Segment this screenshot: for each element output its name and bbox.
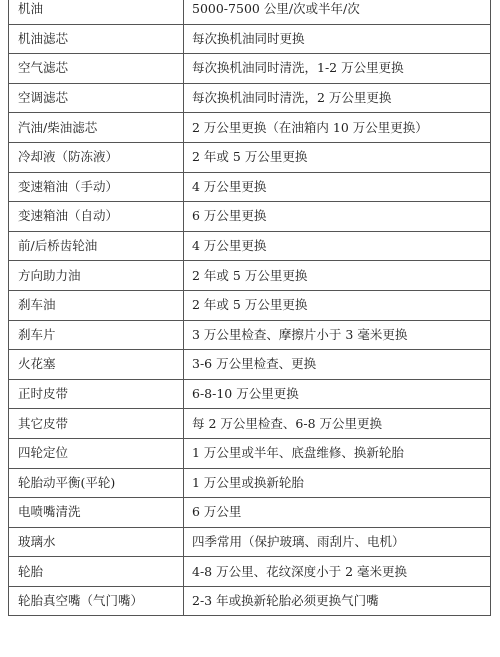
maintenance-item-cell: 正时皮带 bbox=[9, 379, 184, 409]
table-row bbox=[9, 24, 491, 54]
maintenance-item-cell: 空气滤芯 bbox=[9, 54, 184, 84]
maintenance-interval-cell: 5000-7500 公里/次或半年/次 bbox=[184, 0, 491, 24]
maintenance-interval-cell: 6 万公里更换 bbox=[184, 202, 491, 232]
maintenance-item-cell: 变速箱油（自动） bbox=[9, 202, 184, 232]
maintenance-interval-cell: 每次换机油同时更换 bbox=[184, 24, 491, 54]
maintenance-item-cell: 火花塞 bbox=[9, 350, 184, 380]
maintenance-item-cell: 轮胎 bbox=[9, 557, 184, 587]
table-row bbox=[9, 142, 491, 172]
maintenance-interval-cell: 2 年或 5 万公里更换 bbox=[184, 142, 491, 172]
table-row bbox=[9, 320, 491, 350]
table-row bbox=[9, 113, 491, 143]
maintenance-item-cell: 四轮定位 bbox=[9, 438, 184, 468]
maintenance-interval-cell: 2 年或 5 万公里更换 bbox=[184, 261, 491, 291]
maintenance-interval-cell: 每 2 万公里检查、6-8 万公里更换 bbox=[184, 409, 491, 439]
maintenance-schedule-table bbox=[8, 0, 491, 616]
table-row bbox=[9, 586, 491, 616]
maintenance-interval-cell: 每次换机油同时清洗，1-2 万公里更换 bbox=[184, 54, 491, 84]
table-row bbox=[9, 0, 491, 24]
table-row bbox=[9, 202, 491, 232]
maintenance-interval-cell: 3-6 万公里检查、更换 bbox=[184, 350, 491, 380]
maintenance-item-cell: 其它皮带 bbox=[9, 409, 184, 439]
maintenance-item-cell: 变速箱油（手动） bbox=[9, 172, 184, 202]
table-row bbox=[9, 172, 491, 202]
maintenance-interval-cell: 2 年或 5 万公里更换 bbox=[184, 290, 491, 320]
maintenance-interval-cell: 1 万公里或半年、底盘维修、换新轮胎 bbox=[184, 438, 491, 468]
maintenance-item-cell: 刹车油 bbox=[9, 290, 184, 320]
maintenance-item-cell: 轮胎真空嘴（气门嘴） bbox=[9, 586, 184, 616]
maintenance-item-cell: 机油滤芯 bbox=[9, 24, 184, 54]
table-row bbox=[9, 409, 491, 439]
table-row bbox=[9, 261, 491, 291]
table-row bbox=[9, 54, 491, 84]
maintenance-item-cell: 机油 bbox=[9, 0, 184, 24]
maintenance-item-cell: 玻璃水 bbox=[9, 527, 184, 557]
maintenance-interval-cell: 3 万公里检查、摩擦片小于 3 毫米更换 bbox=[184, 320, 491, 350]
maintenance-interval-cell: 6 万公里 bbox=[184, 498, 491, 528]
table-row bbox=[9, 527, 491, 557]
table-row bbox=[9, 379, 491, 409]
maintenance-item-cell: 轮胎动平衡(平轮) bbox=[9, 468, 184, 498]
maintenance-interval-cell: 4 万公里更换 bbox=[184, 231, 491, 261]
table-row bbox=[9, 231, 491, 261]
maintenance-interval-cell: 4 万公里更换 bbox=[184, 172, 491, 202]
maintenance-item-cell: 刹车片 bbox=[9, 320, 184, 350]
maintenance-interval-cell: 2 万公里更换（在油箱内 10 万公里更换） bbox=[184, 113, 491, 143]
table-row bbox=[9, 83, 491, 113]
table-row bbox=[9, 290, 491, 320]
maintenance-interval-cell: 四季常用（保护玻璃、雨刮片、电机） bbox=[184, 527, 491, 557]
table-body bbox=[9, 0, 491, 616]
maintenance-interval-cell: 1 万公里或换新轮胎 bbox=[184, 468, 491, 498]
maintenance-interval-cell: 每次换机油同时清洗，2 万公里更换 bbox=[184, 83, 491, 113]
table-row bbox=[9, 468, 491, 498]
table-row bbox=[9, 438, 491, 468]
maintenance-item-cell: 汽油/柴油滤芯 bbox=[9, 113, 184, 143]
maintenance-interval-cell: 4-8 万公里、花纹深度小于 2 毫米更换 bbox=[184, 557, 491, 587]
table-row bbox=[9, 498, 491, 528]
maintenance-item-cell: 电喷嘴清洗 bbox=[9, 498, 184, 528]
maintenance-interval-cell: 2-3 年或换新轮胎必须更换气门嘴 bbox=[184, 586, 491, 616]
table-row bbox=[9, 350, 491, 380]
maintenance-interval-cell: 6-8-10 万公里更换 bbox=[184, 379, 491, 409]
maintenance-item-cell: 空调滤芯 bbox=[9, 83, 184, 113]
maintenance-item-cell: 冷却液（防冻液） bbox=[9, 142, 184, 172]
table-row bbox=[9, 557, 491, 587]
maintenance-item-cell: 前/后桥齿轮油 bbox=[9, 231, 184, 261]
maintenance-item-cell: 方向助力油 bbox=[9, 261, 184, 291]
